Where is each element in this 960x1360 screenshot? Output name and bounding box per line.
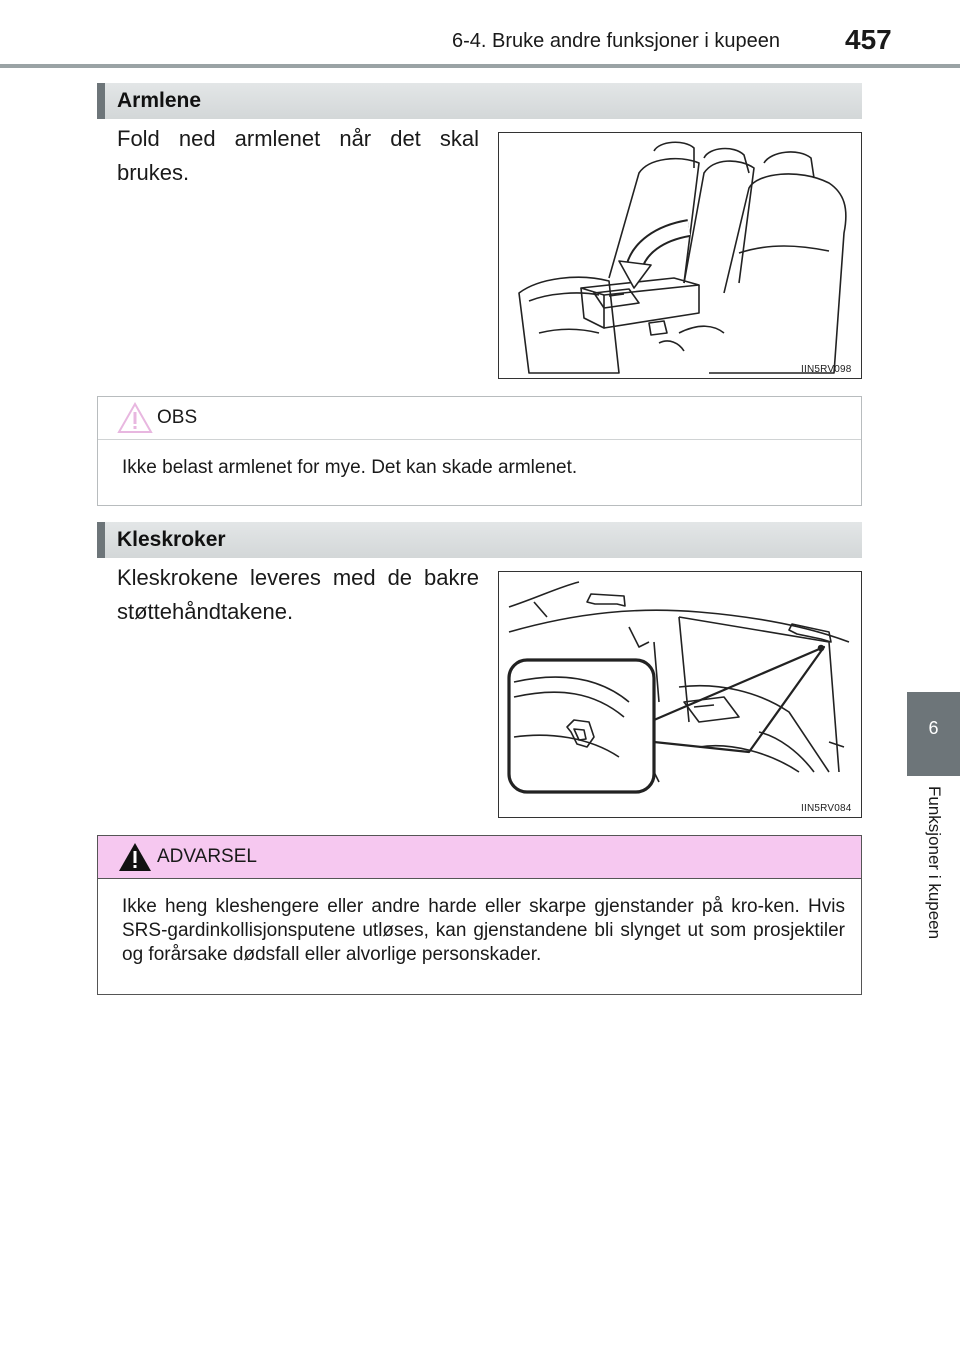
chapter-number: 6 (928, 718, 939, 738)
armrest-drawing (499, 133, 862, 379)
armrest-illustration (498, 132, 862, 379)
section-heading-hooks (97, 522, 862, 558)
armrest-instruction: Fold ned armlenet når det skal brukes. (117, 126, 479, 185)
section-heading-text: Armlene (117, 89, 202, 112)
warning-box (97, 835, 862, 995)
section-heading-text: Kleskroker (117, 528, 226, 551)
figure-code: IIN5RV084 (801, 803, 852, 814)
hooks-instruction: Kleskrokene leveres med de bakre støttehåndtakene. (117, 565, 479, 624)
chapter-tab (907, 692, 960, 776)
running-header: 6-4. Bruke andre funksjoner i kupeen (452, 30, 780, 52)
caution-box (97, 396, 862, 506)
caution-title: OBS (157, 407, 198, 428)
caution-header (98, 397, 861, 440)
warning-text: Ikke heng kleshengere eller andre harde eller skarpe gjenstander på kro-ken. Hvis SRS-gardinkollisjonsputene utløses, kan gjenstandene bli slynget ut som prosjektiler og forårsake dødsfall eller alvorlige personskader. (122, 896, 845, 965)
warning-header (98, 836, 861, 879)
caution-text: Ikke belast armlenet for mye. Det kan skade armlenet. (122, 457, 578, 478)
warning-triangle-filled-icon (117, 840, 153, 879)
hook-illustration (498, 571, 862, 818)
page-number: 457 (845, 24, 892, 55)
header-rule (0, 64, 960, 68)
warning-title: ADVARSEL (157, 846, 257, 867)
hook-drawing (499, 572, 862, 818)
chapter-label: Funksjoner i kupeen (925, 786, 944, 940)
warning-triangle-outline-icon (117, 401, 153, 440)
section-heading-armrest (97, 83, 862, 119)
figure-code: IIN5RV098 (801, 364, 852, 375)
